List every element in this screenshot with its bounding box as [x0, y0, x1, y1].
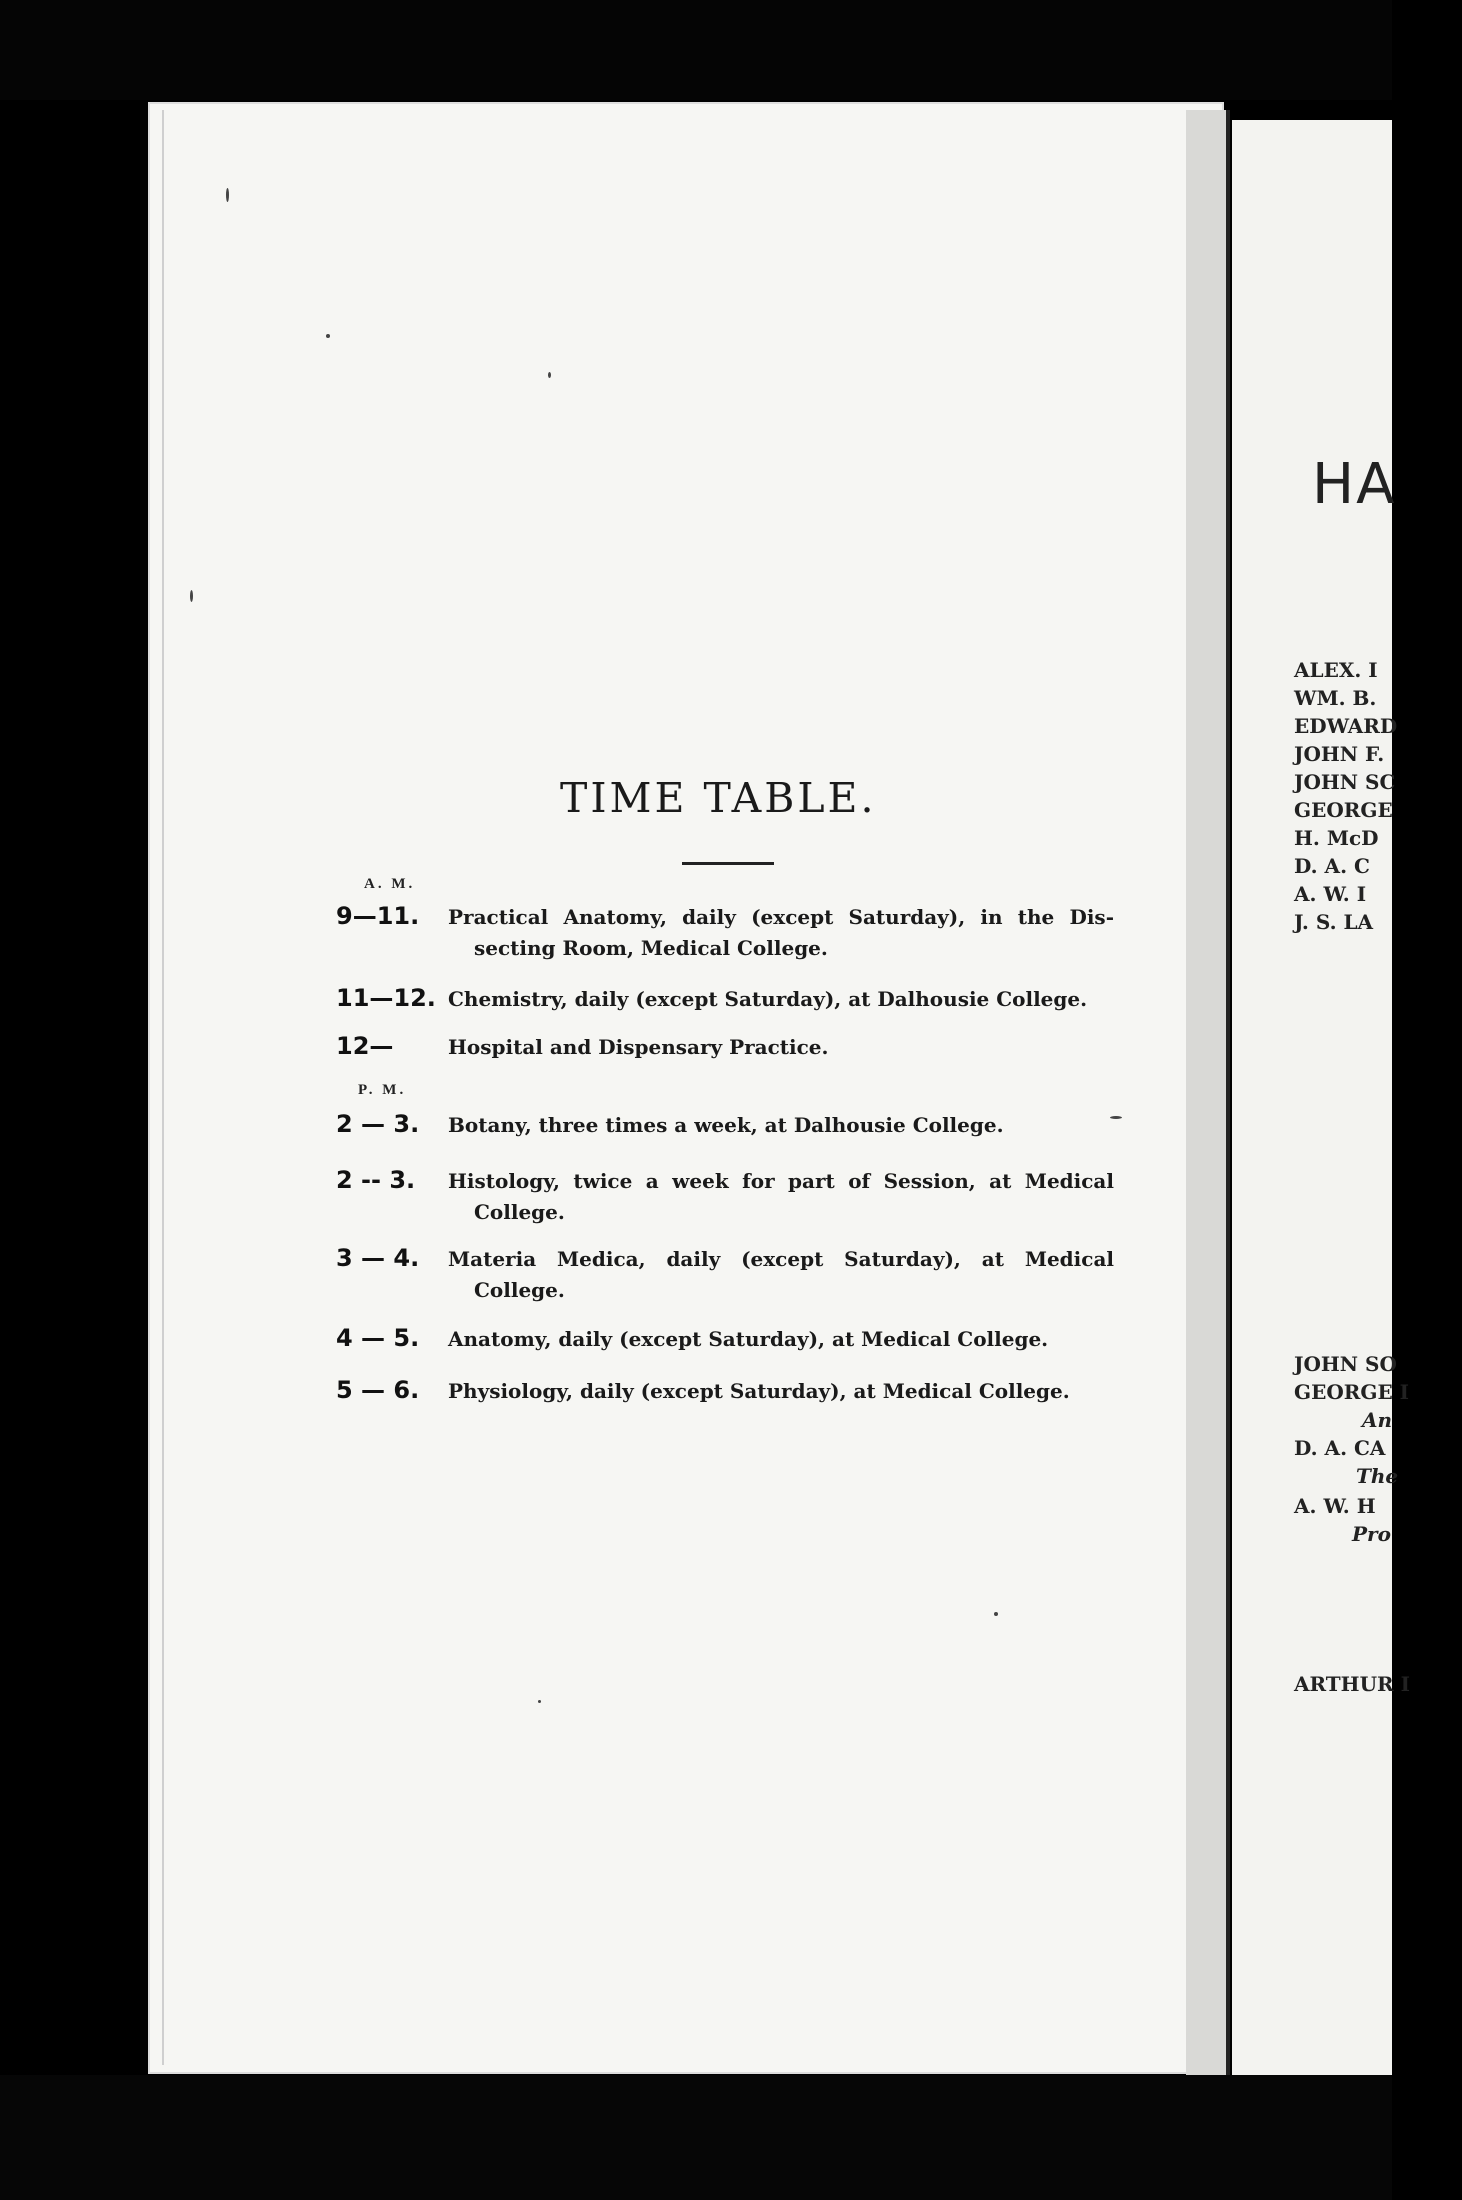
page-edge — [162, 110, 164, 2065]
course-description — [448, 1376, 1114, 1407]
scan-speck — [190, 590, 193, 602]
time-slot: 3 — 4. — [336, 1244, 420, 1272]
description-line: Materia Medica, daily (except Saturday), at Medical — [448, 1247, 1114, 1271]
facing-name: D. A. CA — [1294, 1436, 1386, 1460]
description-line: secting Room, Medical College. — [474, 936, 828, 960]
pm-label: P. M. — [358, 1082, 407, 1098]
facing-name: GEORGE I — [1294, 1380, 1410, 1404]
time-slot: 2 — 3. — [336, 1110, 420, 1138]
description-line: Anatomy, daily (except Saturday), at Medical College. — [448, 1327, 1049, 1351]
course-description — [448, 984, 1114, 1015]
facing-name: JOHN F. — [1294, 742, 1385, 766]
facing-role: An — [1362, 1408, 1393, 1432]
facing-name: JOHN SC — [1294, 770, 1396, 794]
description-line: Hospital and Dispensary Practice. — [448, 1035, 829, 1059]
binding-gutter — [1186, 110, 1230, 2085]
facing-name: H. McD — [1294, 826, 1379, 850]
time-slot: 11—12. — [336, 984, 436, 1012]
description-line: Botany, three times a week, at Dalhousie College. — [448, 1113, 1004, 1137]
gutter-line — [1226, 110, 1230, 2085]
scan-speck — [548, 372, 551, 378]
time-slot: 4 — 5. — [336, 1324, 420, 1352]
time-slot: 9—11. — [336, 902, 420, 930]
scan-speck — [326, 334, 330, 338]
left-page — [148, 102, 1224, 2074]
description-line: Histology, twice a week for part of Session, at Medical — [448, 1169, 1114, 1193]
scan-speck — [1110, 1116, 1122, 1119]
description-line: Chemistry, daily (except Saturday), at Dalhousie College. — [448, 987, 1088, 1011]
facing-name: JOHN SO — [1294, 1352, 1397, 1376]
description-line: College. — [474, 1200, 565, 1224]
facing-page-heading: HA — [1312, 452, 1397, 517]
facing-page — [1232, 120, 1410, 2080]
facing-name: WM. B. — [1294, 686, 1377, 710]
course-description — [448, 902, 1114, 964]
scan-border-top — [0, 0, 1392, 100]
description-line: College. — [474, 1278, 565, 1302]
time-slot: 5 — 6. — [336, 1376, 420, 1404]
course-description — [448, 1166, 1114, 1228]
scan-speck — [994, 1612, 998, 1616]
facing-name: EDWARD — [1294, 714, 1398, 738]
facing-name: ARTHUR I — [1294, 1672, 1410, 1696]
facing-name: D. A. C — [1294, 854, 1370, 878]
course-description — [448, 1110, 1114, 1141]
facing-name: ALEX. I — [1294, 658, 1378, 682]
scan-border-bottom — [0, 2075, 1392, 2200]
am-label: A. M. — [364, 876, 416, 892]
facing-role: The — [1356, 1464, 1399, 1488]
description-line: Physiology, daily (except Saturday), at Medical College. — [448, 1379, 1070, 1403]
scan-speck — [538, 1700, 541, 1703]
course-description — [448, 1324, 1114, 1355]
facing-name: A. W. H — [1294, 1494, 1376, 1518]
facing-name: GEORGE — [1294, 798, 1393, 822]
course-description — [448, 1244, 1114, 1306]
title-rule — [682, 862, 774, 865]
facing-name: J. S. LA — [1294, 910, 1374, 934]
time-slot: 12— — [336, 1032, 394, 1060]
course-description — [448, 1032, 1114, 1063]
page-title: TIME TABLE. — [560, 774, 877, 822]
scan-speck — [226, 188, 229, 202]
facing-role: Pro — [1352, 1522, 1391, 1546]
facing-name: A. W. I — [1294, 882, 1367, 906]
time-slot: 2 -- 3. — [336, 1166, 416, 1194]
description-line: Practical Anatomy, daily (except Saturday), in the Dis- — [448, 905, 1114, 929]
